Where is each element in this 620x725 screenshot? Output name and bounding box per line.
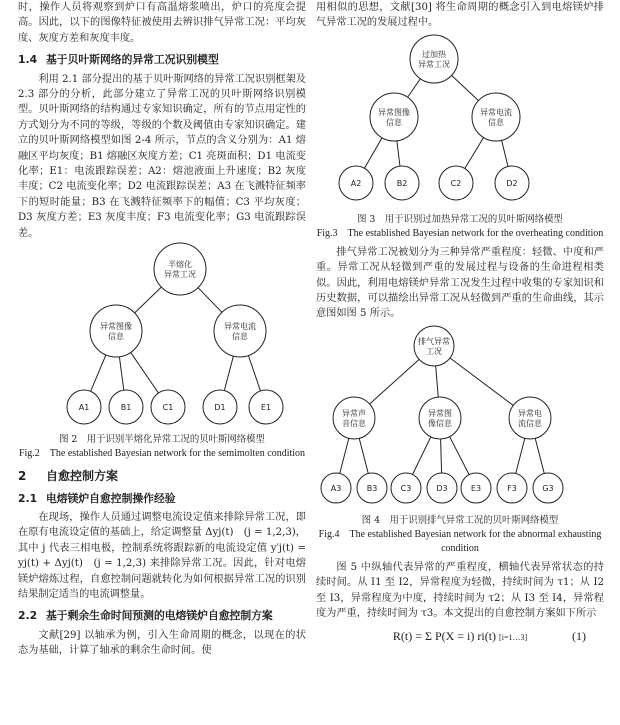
root-node-label: 排气异常 (418, 336, 450, 346)
leaf-node-F3-label: F3 (507, 483, 517, 493)
network-edge (359, 438, 368, 473)
network-edge (452, 75, 479, 100)
network-edge (502, 140, 508, 166)
section-number: 2.1 (18, 491, 38, 505)
root-node-circle (410, 35, 458, 83)
section-title: 基于剩余生命时间预测的电熔镁炉自愈控制方案 (46, 609, 273, 623)
section-2-2-body: 文献[29] 以轴承为例，引入生命周期的概念，以现在的状态为基础，计算了轴承的剩余生命时间。使 (18, 629, 306, 657)
leaf-node-A3-label: A3 (330, 483, 342, 493)
network-edge (408, 79, 421, 97)
leaf-node-E1 (249, 390, 283, 424)
figure-2-caption-cn: 图 2 用于识别半熔化异常工况的贝叶斯网络模型 (59, 434, 265, 446)
leaf-node-B1-label: B1 (120, 403, 132, 413)
figure-4-caption-en: Fig.4 The established Bayesian network for the abnormal exhausting condition (318, 528, 602, 554)
leaf-node-D2-label: D2 (506, 178, 518, 188)
leaf-node-A3 (321, 473, 351, 503)
leaf-node-B1 (109, 390, 143, 424)
root-node-label: 过加热 (422, 49, 446, 59)
leaf-node-B2 (385, 166, 419, 200)
intermediate-node-circle (472, 93, 520, 141)
leaf-node-E1-label: E1 (260, 403, 272, 413)
intermediate-node (333, 397, 375, 439)
network-edge (135, 287, 162, 313)
equation-number: (1) (572, 629, 586, 644)
leaf-node-G3 (533, 473, 563, 503)
section-number: 2.2 (18, 609, 38, 623)
leaf-node-B3-label: B3 (366, 483, 378, 493)
intermediate-node-circle (509, 397, 551, 439)
intermediate-node-label: 异常电流 (224, 322, 256, 332)
leaf-node-D1-label: D1 (214, 403, 226, 413)
section-2-1-body: 在现场，操作人员通过调整电流设定值来排除异常工况，即在原有电流设定值的基础上，给定调整量 Δyj(t) (j = 1,2,3)，其中 j 代表三相电极，控制系统将跟踪新的电流设定值 y′j(t) = yj(t) + Δyj(t) (j = 1,2,3) 来排除异常工况。因此，针对电熔镁炉熔炼过程，自愈控制问题就转化为如何根据异常工况的识别结果制定适当的电流调整量。 (18, 511, 306, 600)
figure-2-diagram (18, 241, 306, 431)
section-title: 基于贝叶斯网络的异常工况识别模型 (46, 53, 219, 67)
intermediate-node-label: 异常图像 (378, 107, 410, 117)
network-edge (224, 356, 233, 390)
intermediate-node-circle (214, 305, 266, 357)
figure-3-caption (316, 213, 604, 241)
leaf-node-B2-label: B2 (396, 178, 408, 188)
leaf-node-C3-label: C3 (400, 483, 412, 493)
root-node-label: 异常工况 (418, 59, 450, 69)
section-2-heading (18, 469, 306, 484)
leaf-node-E3 (461, 473, 491, 503)
intermediate-node (90, 305, 142, 357)
figure-4-caption (316, 514, 604, 556)
leaf-node-A2 (339, 166, 373, 200)
intermediate-node-label: 信息 (232, 332, 248, 342)
equation-1-body: R(t) = Σ P(X = i) ri(t) (392, 629, 497, 644)
figure-2 (18, 241, 306, 461)
section-title: 电熔镁炉自愈控制操作经验 (46, 491, 176, 505)
leaf-node-C1-label: C1 (162, 403, 174, 413)
leaf-node-C2 (439, 166, 473, 200)
intermediate-node-label: 流信息 (518, 418, 542, 428)
leaf-node-G3-label: G3 (542, 483, 554, 493)
intermediate-node (509, 397, 551, 439)
root-node-label: 工况 (426, 346, 442, 356)
intermediate-node-label: 信息 (108, 332, 124, 342)
intermediate-node (472, 93, 520, 141)
root-node (410, 35, 458, 83)
sum-upper-limit: 3 (520, 633, 525, 643)
intermediate-node-label: 信息 (386, 117, 402, 127)
leaf-node-D2 (495, 166, 529, 200)
leaf-node-D3-label: D3 (436, 483, 448, 493)
network-edge (340, 438, 349, 473)
leaf-node-A1 (67, 390, 101, 424)
network-edge (516, 438, 525, 473)
network-edge (441, 439, 442, 473)
root-node (154, 243, 206, 295)
intermediate-node (214, 305, 266, 357)
section-number: 2 (18, 469, 27, 484)
equation-1 (316, 629, 604, 645)
intermediate-node-label: 异常电 (518, 408, 542, 418)
network-edge (436, 366, 439, 397)
left-intro-paragraph: 时，操作人员将观察到炉口有高温熔浆喷出，炉口的亮度会提高。因此，以下的图像特征被使用去辨识排气异常工况：平均灰度、灰度方差和灰度丰度。 (18, 2, 306, 44)
leaf-node-B3 (357, 473, 387, 503)
right-paragraph-2: 图 5 中纵轴代表异常的严重程度，横轴代表异常状态的持续时间。从 I1 至 I2，异常程度为轻微，持续时间为 τ1；从 I2 至 I3，异常程度为中度，持续时间为 τ2；从 I3 至 I4，异常程度为严重，持续时间为 τ3。本文提出的自愈控制方案如下所示 (316, 561, 604, 620)
figure-2-caption (18, 433, 306, 461)
root-node (414, 326, 454, 366)
section-1-4-heading (18, 52, 306, 67)
root-node-label: 异常工况 (164, 270, 196, 280)
figure-3-caption-cn: 图 3 用于识别过加热异常工况的贝叶斯网络模型 (357, 213, 563, 225)
figure-4-diagram (316, 322, 604, 512)
leaf-node-D1 (203, 390, 237, 424)
intermediate-node-label: 异常声 (342, 408, 366, 418)
right-column (316, 0, 604, 654)
root-node-circle (154, 243, 206, 295)
network-edge (91, 355, 106, 391)
leaf-node-F3 (497, 473, 527, 503)
figure-4 (316, 322, 604, 556)
intermediate-node-circle (370, 93, 418, 141)
network-edge (131, 353, 159, 394)
leaf-node-D3 (427, 473, 457, 503)
intermediate-node (419, 397, 461, 439)
figure-4-caption-cn: 图 4 用于识别排气异常工况的贝叶斯网络模型 (361, 514, 559, 526)
leaf-node-E3-label: E3 (470, 483, 482, 493)
intermediate-node-label: 异常图像 (100, 322, 132, 332)
root-node-label: 半熔化 (168, 260, 192, 270)
network-edge (450, 437, 470, 475)
leaf-node-A1-label: A1 (78, 403, 90, 413)
sum-lower-limit: i=1 (501, 633, 513, 643)
section-title: 自愈控制方案 (46, 469, 119, 484)
intermediate-node-label: 异常图 (428, 408, 452, 418)
network-edge (198, 288, 222, 313)
right-paragraph-1: 排气异常工况被划分为三种异常严重程度：轻微、中度和严重。异常工况从轻微到严重的发展过程与设备的生命进程相类似。因此，利用电熔镁炉异常工况发生过程中收集的专家知识和历史数据，可以描绘出异常工况从轻微到严重的生命曲线，其示意图如图 5 所示。 (316, 246, 604, 320)
network-edge (364, 138, 382, 168)
section-2-2-heading (18, 608, 306, 623)
network-edge (370, 359, 420, 404)
root-node-circle (414, 326, 454, 366)
figure-2-caption-en: Fig.2 The established Bayesian network for the semimolten condition (18, 448, 306, 460)
intermediate-node (370, 93, 418, 141)
right-intro-paragraph: 用相似的思想，文献[30] 将生命周期的概念引入到电熔镁炉排气异常工况的发展过程中。 (316, 2, 604, 29)
section-number: 1.4 (18, 53, 38, 67)
figure-3-caption-en: Fig.3 The established Bayesian network for the overheating condition (316, 227, 604, 239)
equation-1-sum-limits: [i=1…3] (499, 633, 528, 643)
network-edge (397, 141, 400, 166)
network-edge (450, 358, 513, 405)
intermediate-node-label: 像信息 (428, 418, 452, 428)
intermediate-node-label: 信息 (488, 117, 504, 127)
leaf-node-C2-label: C2 (450, 178, 462, 188)
network-edge (248, 356, 260, 391)
left-column (18, 0, 306, 659)
leaf-node-C3 (391, 473, 421, 503)
network-edge (535, 438, 544, 473)
network-edge (465, 137, 484, 168)
figure-3 (316, 31, 604, 241)
intermediate-node-circle (90, 305, 142, 357)
intermediate-node-circle (333, 397, 375, 439)
leaf-node-C1 (151, 390, 185, 424)
intermediate-node-circle (419, 397, 461, 439)
intermediate-node-label: 异常电流 (480, 107, 512, 117)
figure-3-diagram (316, 31, 604, 211)
network-edge (119, 357, 123, 390)
section-2-1-heading (18, 491, 306, 506)
intermediate-node-label: 音信息 (342, 418, 366, 428)
leaf-node-A2-label: A2 (350, 178, 362, 188)
section-1-4-body: 利用 2.1 部分提出的基于贝叶斯网络的异常工况识别框架及 2.3 部分的分析，此部分建立了异常工况的贝叶斯网络识别模型。贝叶斯网络的结构通过专家知识确定，所有的节点用定性的方式划分为不同的等级，等级的个数及阈值由专家知识确定。建立的贝叶斯网络模型如图 2-4 所示，节点的含义分别为：A1 熔融区平均灰度；B1 熔融区灰度方差；C1 亮斑面积；D1 电流变化率；E1：电流跟踪误差；A2：熔池液面上升速度；B2 灰度丰度；C2 电流变化率；D2 电流跟踪误差；A3 在飞溅特征频率下的短时能量；B3 在飞溅特征频率下的幅值；C3 平均灰度；D3 灰度方差；E3 灰度丰度；F3 电流变化率；G3 电流跟踪误差。 (18, 73, 306, 239)
network-edge (413, 437, 431, 475)
